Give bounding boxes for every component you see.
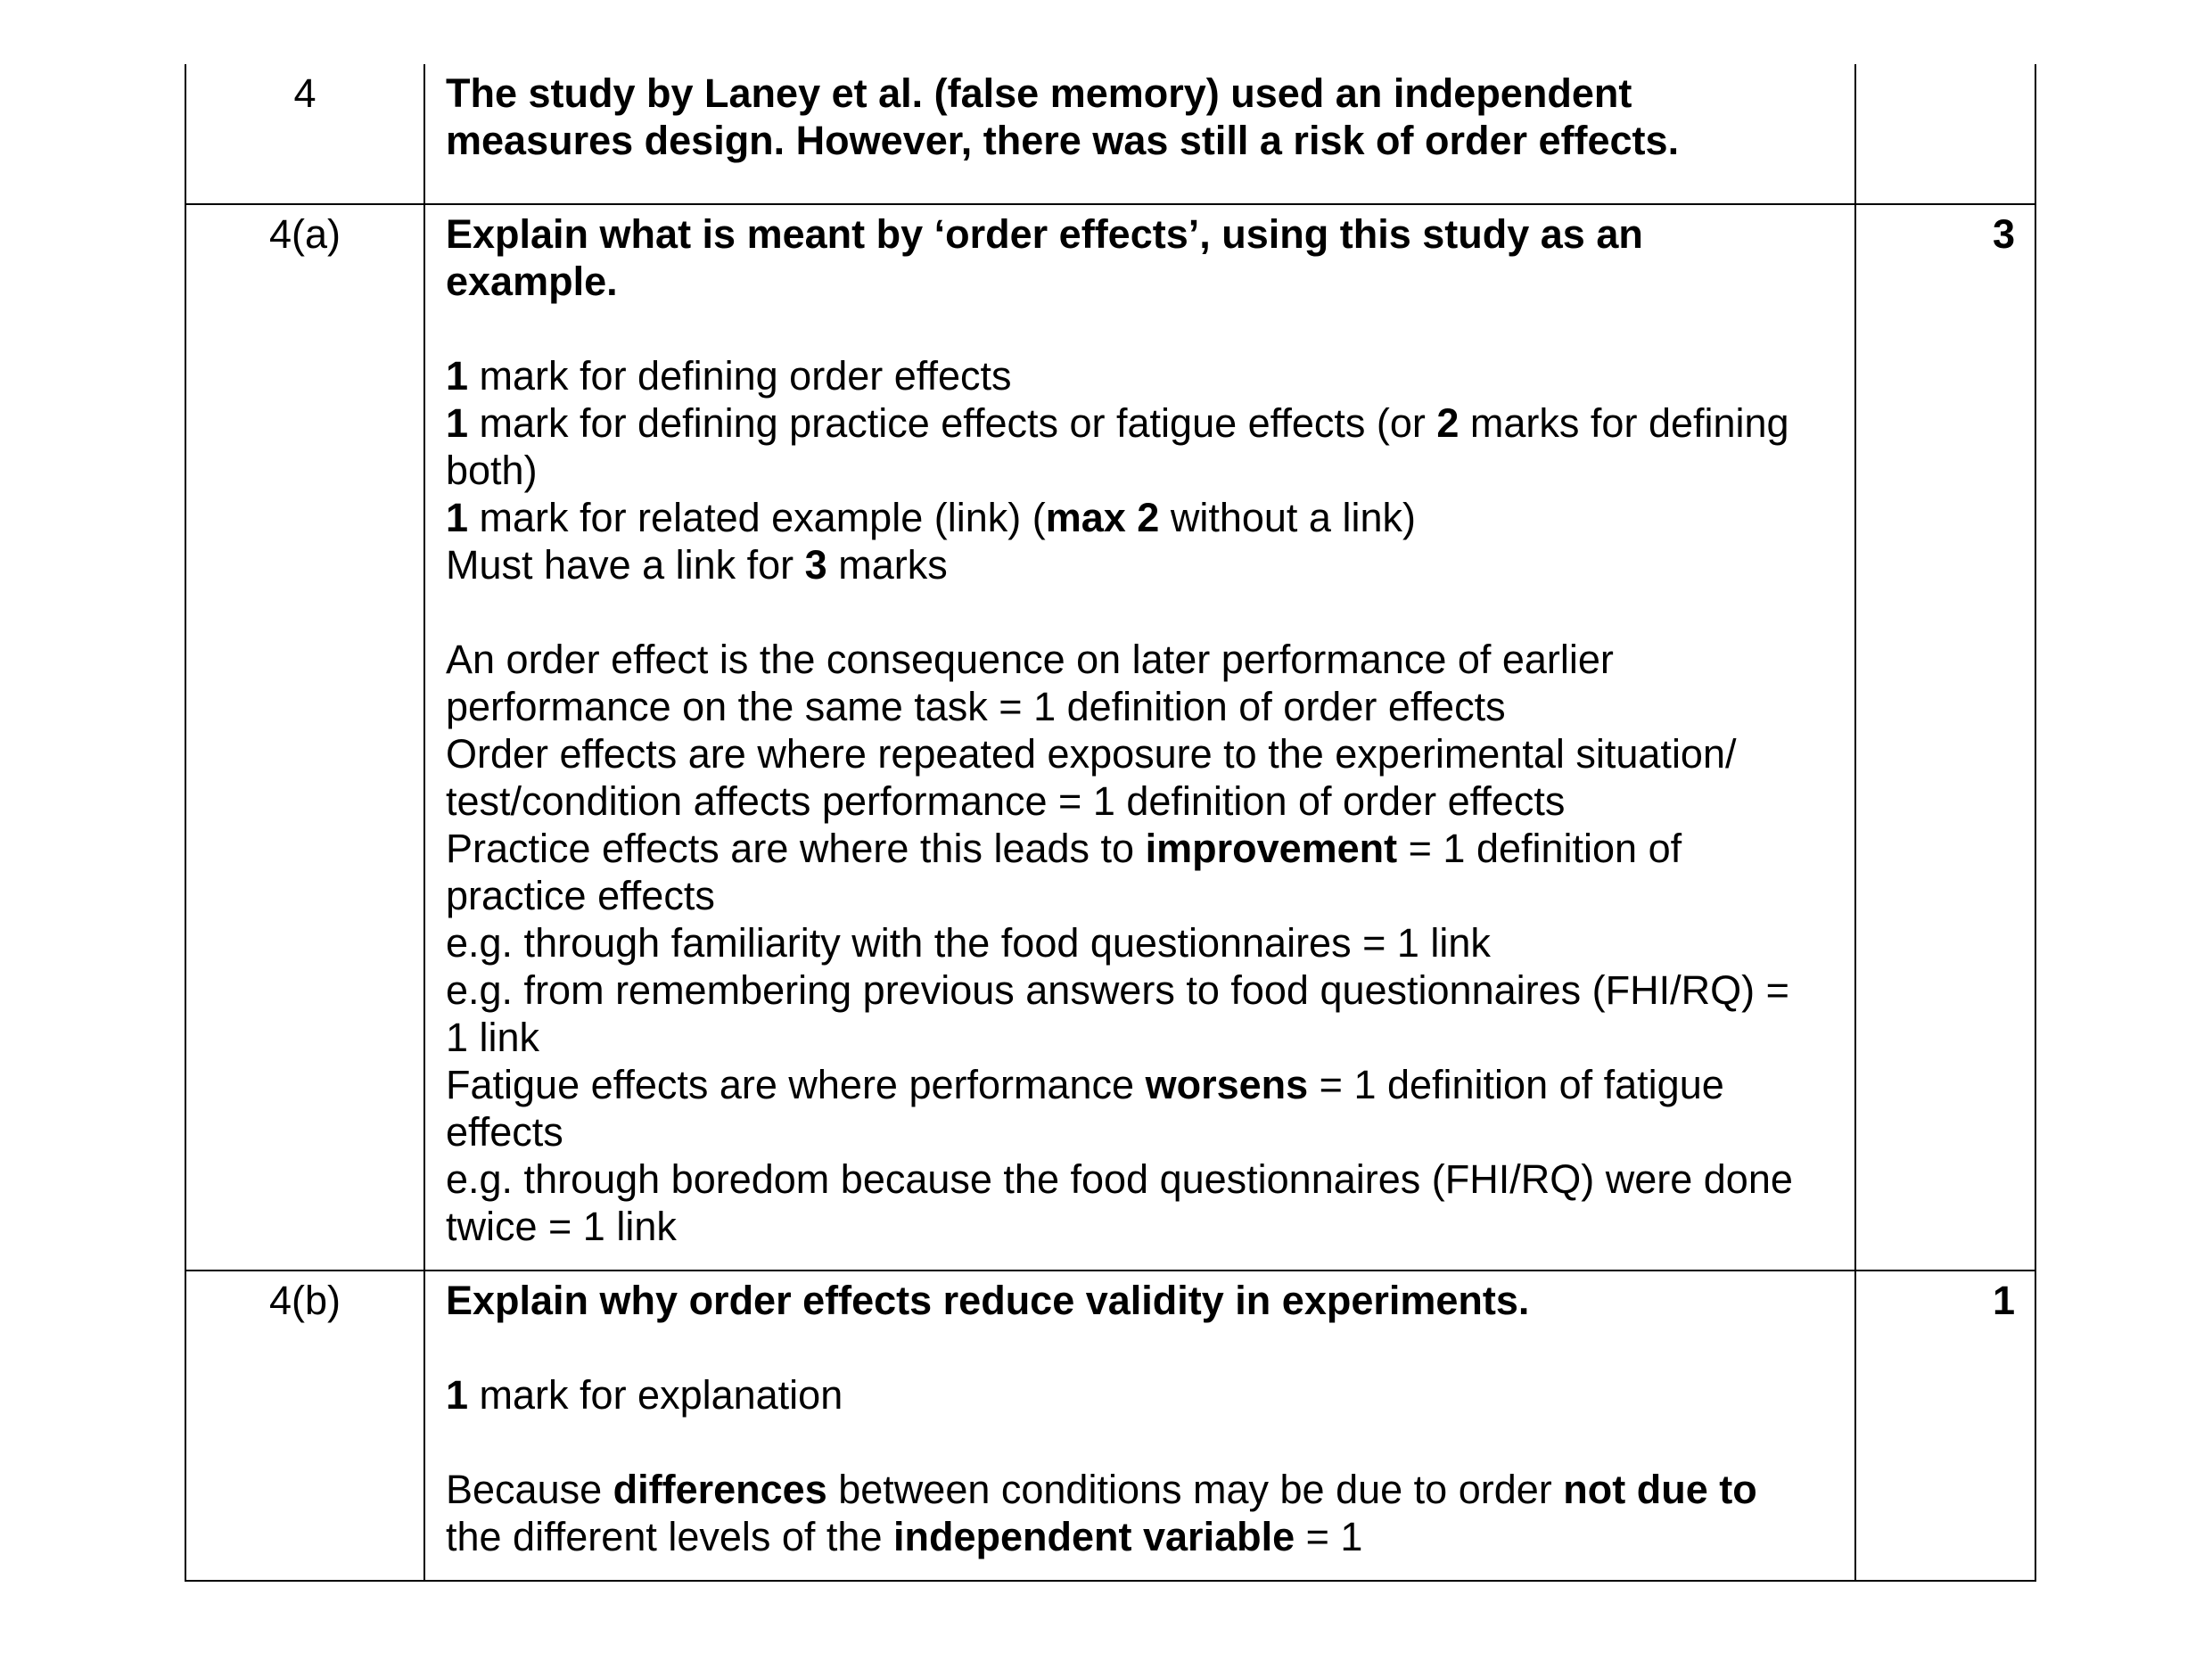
stem-line: The study by Laney et al. (false memory) used an independent [446,70,1632,116]
text-run: the different levels of the [446,1514,893,1559]
question-prompt-line: example. [446,259,618,304]
text-line [446,777,1837,825]
text-line [446,730,1837,777]
text-run: practice effects [446,873,715,918]
question-prompt-line: Explain why order effects reduce validity in experiments. [446,1278,1530,1323]
text-run: = 1 definition of fatigue [1308,1062,1724,1107]
text-run: e.g. through familiarity with the food questionnaires = 1 link [446,920,1491,966]
text-run: between conditions may be due to order [826,1467,1564,1512]
bold-run: independent variable [893,1514,1295,1559]
marking-guidance [446,1371,1837,1419]
text-run: Fatigue effects are where performance [446,1062,1146,1107]
question-prompt-line: Explain what is meant by ‘order effects’, using this study as an [446,211,1643,257]
text-line [446,399,1837,447]
question-row-4b [185,1271,2035,1581]
text-line [446,494,1837,541]
text-line [446,1014,1837,1061]
text-line [446,1466,1837,1513]
question-stem [424,64,1855,204]
text-run: both) [446,448,538,493]
text-run: marks for defining [1459,400,1789,446]
text-line [446,541,1837,588]
text-run: twice = 1 link [446,1204,677,1249]
question-number: 4(b) [185,1271,424,1581]
question-number: 4 [185,64,424,204]
text-line [446,825,1837,872]
text-run: An order effect is the consequence on later performance of earlier [446,637,1614,682]
text-run: Must have a link for [446,542,805,588]
text-line [446,919,1837,966]
answer-cell [424,1271,1855,1581]
text-line [446,1203,1837,1250]
text-line [446,352,1837,399]
text-run: without a link) [1159,495,1416,540]
bold-run: 2 [1436,400,1460,446]
text-line [446,683,1837,730]
text-run: marks [826,542,948,588]
marking-guidance [446,352,1837,588]
text-run: e.g. through boredom because the food questionnaires (FHI/RQ) were done [446,1156,1793,1202]
marks-cell: 1 [1855,1271,2035,1581]
bold-run: worsens [1145,1062,1309,1107]
text-run: e.g. from remembering previous answers to food questionnaires (FHI/RQ) = [446,967,1789,1013]
bold-run: 1 [446,400,469,446]
text-run: mark for explanation [468,1372,843,1418]
question-row-4a [185,204,2035,1271]
marks-cell [1855,64,2035,204]
text-run: mark for related example (link) ( [468,495,1046,540]
bold-run: max 2 [1045,495,1160,540]
text-run: = 1 definition of [1397,826,1682,871]
bold-run: 1 [446,353,469,399]
text-run: Order effects are where repeated exposure to the experimental situation/ [446,731,1737,777]
stem-line: measures design. However, there was still a risk of order effects. [446,118,1680,163]
marks-cell: 3 [1855,204,2035,1271]
bold-run: 1 [446,495,469,540]
text-line [446,1108,1837,1155]
text-run: = 1 [1295,1514,1363,1559]
text-line [446,447,1837,494]
text-run: test/condition affects performance = 1 definition of order effects [446,778,1566,824]
answer-cell [424,204,1855,1271]
text-run: mark for defining order effects [468,353,1012,399]
text-line [446,872,1837,919]
text-run: mark for defining practice effects or fatigue effects (or [468,400,1437,446]
text-line [446,1155,1837,1203]
text-run: Because [446,1467,613,1512]
question-row-4 [185,64,2035,204]
bold-run: 3 [804,542,827,588]
text-line [446,1371,1837,1419]
question-number: 4(a) [185,204,424,1271]
text-line [446,966,1837,1014]
text-line [446,1061,1837,1108]
mark-scheme-table [185,64,2036,1582]
text-run: 1 link [446,1015,540,1060]
text-run: effects [446,1109,563,1155]
indicative-answer [446,1466,1837,1560]
text-line [446,636,1837,683]
text-run: performance on the same task = 1 definition of order effects [446,684,1506,729]
bold-run: not due to [1563,1467,1757,1512]
text-run: Practice effects are where this leads to [446,826,1146,871]
indicative-answer [446,636,1837,1250]
bold-run: differences [613,1467,827,1512]
bold-run: 1 [446,1372,469,1418]
text-line [446,1513,1837,1560]
bold-run: improvement [1145,826,1398,871]
